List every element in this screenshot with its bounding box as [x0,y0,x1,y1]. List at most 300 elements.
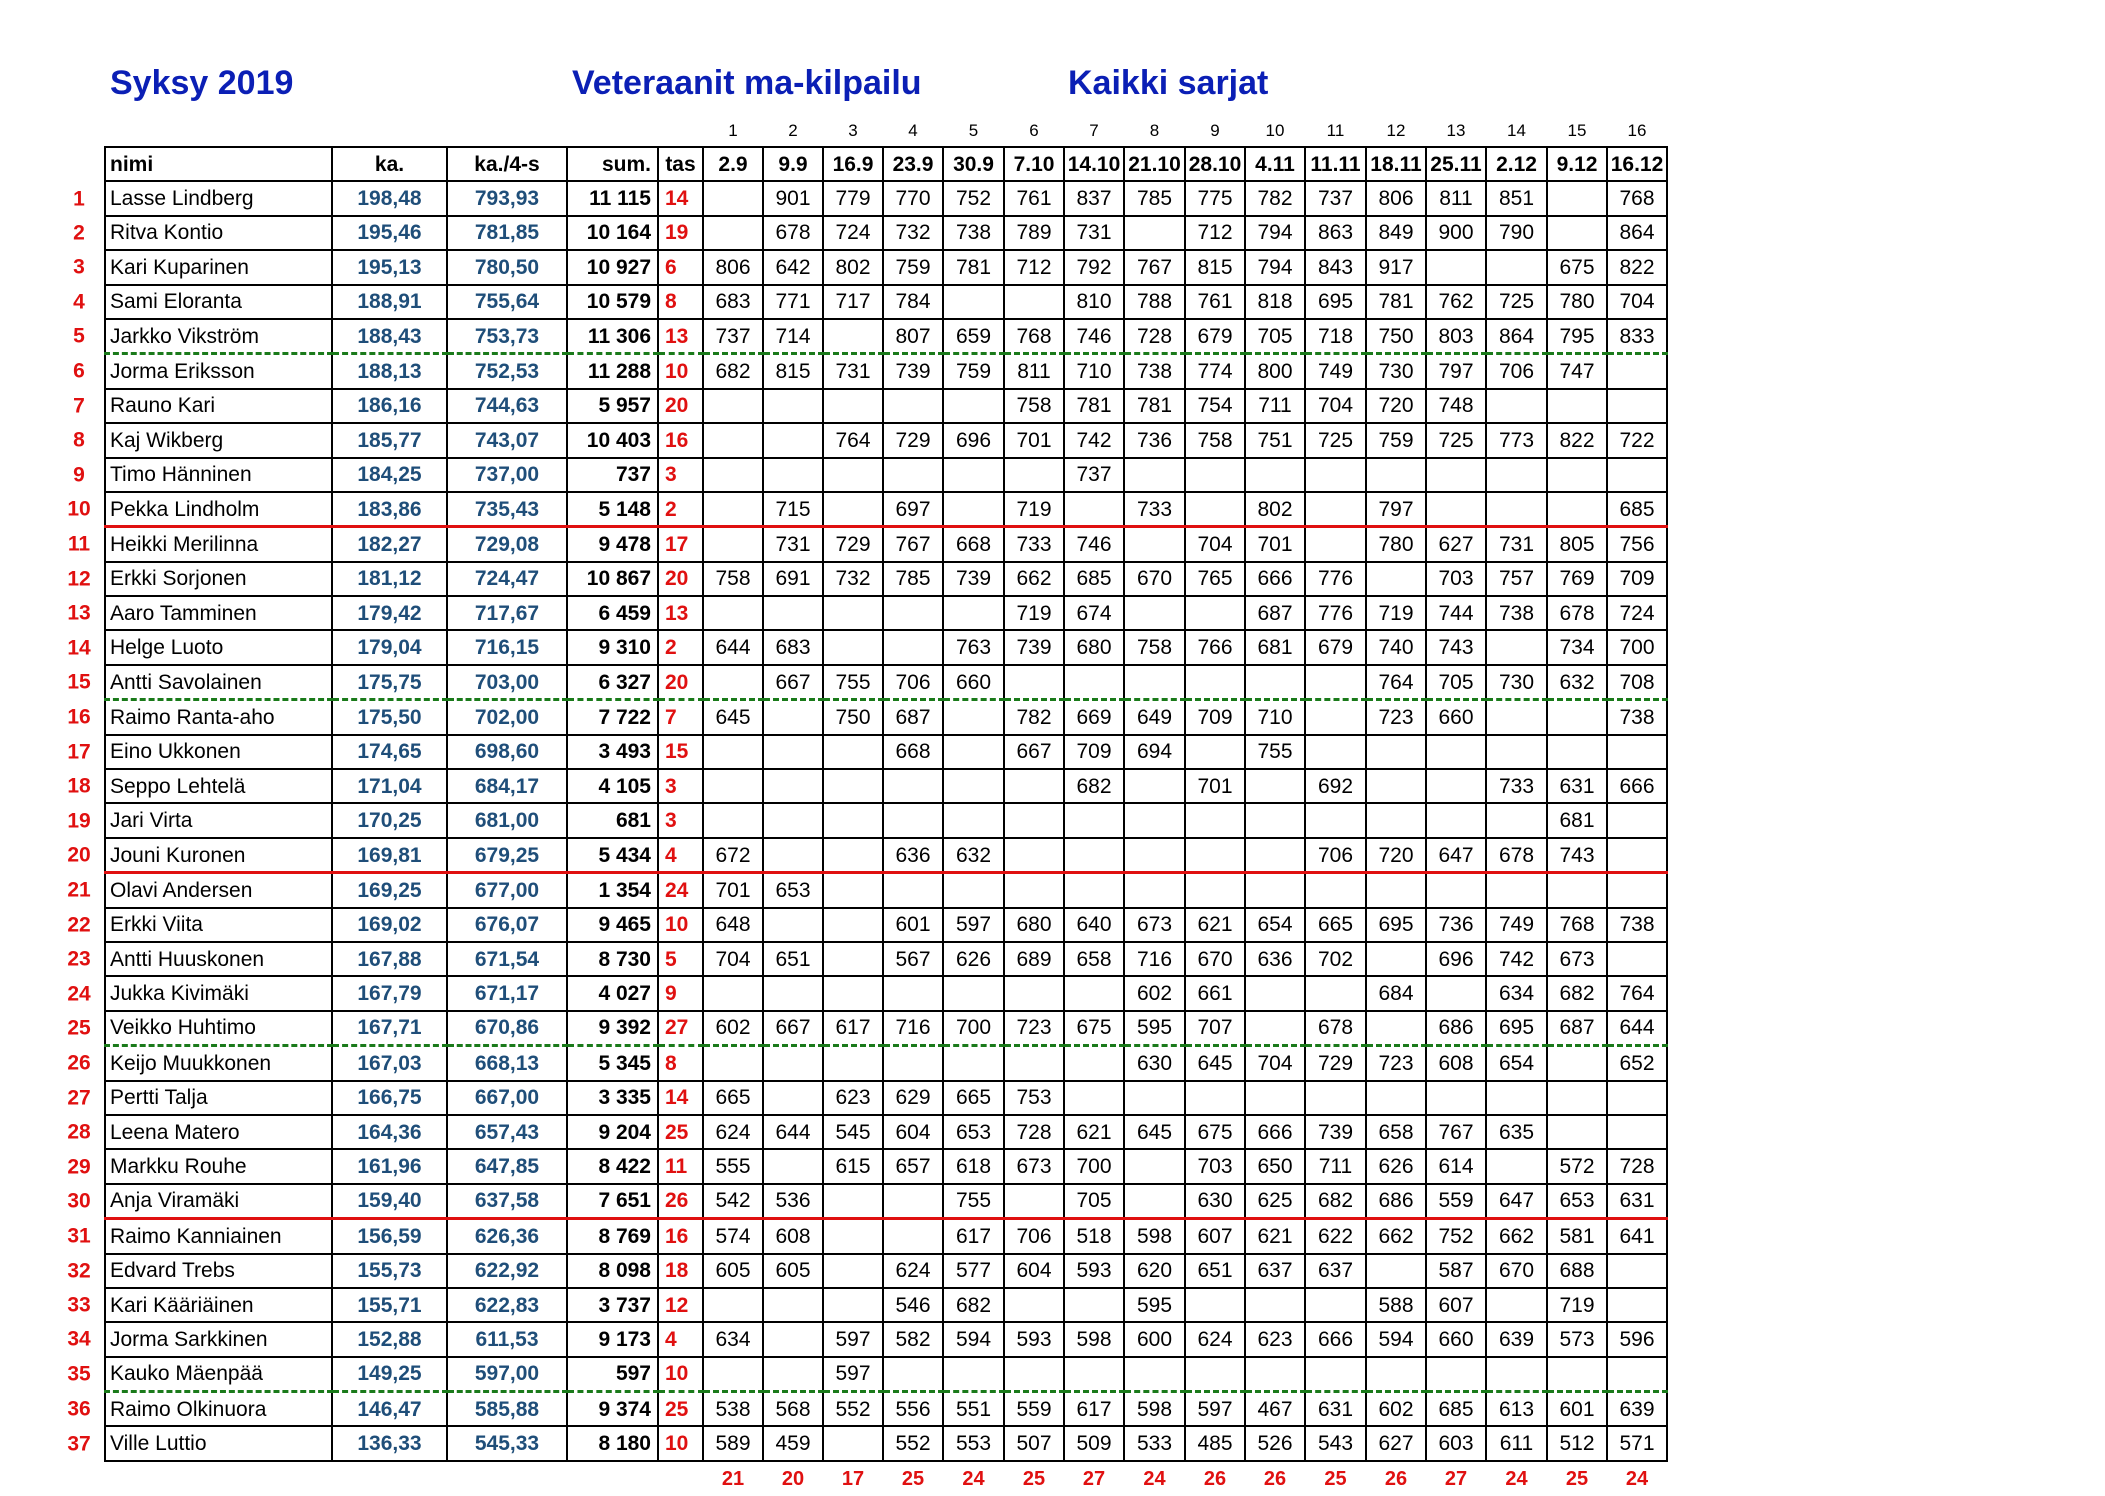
rank-label: 11 [67,532,91,556]
round-number: 6 [1029,120,1039,140]
round-score: 751 [1245,423,1305,457]
round-score: 701 [1185,769,1245,803]
round-score: 746 [1064,527,1124,562]
round-score: 707 [1185,1011,1245,1046]
table-row [104,181,1667,215]
player-name: Pertti Talja [105,1081,332,1115]
round-score: 776 [1305,596,1366,630]
round-score: 701 [703,873,763,908]
average-score: 171,04 [332,769,447,803]
rank-number [67,908,105,942]
round-score: 507 [1004,1426,1064,1460]
average-score: 169,02 [332,908,447,942]
table-row [104,1322,1667,1356]
spacer-cell [332,114,447,147]
round-score [1124,1357,1185,1392]
average-4-series: 671,17 [447,976,567,1010]
round-score: 542 [703,1184,763,1219]
round-score: 665 [1305,908,1366,942]
average-4-series: 667,00 [447,1081,567,1115]
round-score [1185,458,1245,492]
spacer-cell [567,114,658,147]
rank-label: 16 [67,705,91,729]
round-score [1305,527,1366,562]
round-score: 594 [943,1322,1004,1356]
round-score: 764 [823,423,883,457]
handicap: 16 [658,423,703,457]
round-score: 725 [1486,285,1547,319]
round-score: 673 [1547,942,1607,976]
round-score: 782 [1004,700,1064,735]
round-score: 467 [1245,1392,1305,1427]
round-score [883,1357,943,1392]
round-score: 600 [1124,1322,1185,1356]
average-4-series: 703,00 [447,665,567,700]
table-row [104,908,1667,942]
round-score: 795 [1547,319,1607,354]
round-score [1486,1081,1547,1115]
round-score [1245,1288,1305,1322]
rank-number [73,458,105,492]
player-name: Anja Viramäki [105,1184,332,1219]
average-score: 169,81 [332,838,447,873]
total-sum: 4 027 [567,976,658,1010]
round-score: 719 [1004,596,1064,630]
round-score [763,838,823,873]
round-score: 640 [1064,908,1124,942]
round-score [1064,803,1124,837]
round-score: 595 [1124,1288,1185,1322]
player-name: Jorma Sarkkinen [105,1322,332,1356]
player-name: Timo Hänninen [105,458,332,492]
round-score: 864 [1607,216,1667,250]
round-score [1547,1081,1607,1115]
round-score [883,596,943,630]
round-score: 746 [1064,319,1124,354]
round-score: 645 [1124,1115,1185,1149]
round-score: 682 [703,354,763,389]
rank-label: 1 [73,187,85,211]
rank-number [67,1254,105,1288]
round-number: 11 [1326,120,1345,140]
round-score [1366,562,1426,596]
round-score [1124,527,1185,562]
date-header: 21.10 [1124,147,1185,181]
rank-header [104,147,105,181]
round-score: 672 [703,838,763,873]
date-header: 4.11 [1245,147,1305,181]
round-participant-count: 24 [1505,1467,1528,1490]
rank-number [67,735,105,769]
round-score: 730 [1366,354,1426,389]
table-row [104,1081,1667,1115]
date-header: 11.11 [1305,147,1366,181]
round-score: 682 [943,1288,1004,1322]
player-name: Kaj Wikberg [105,423,332,457]
round-score [1245,873,1305,908]
total-sum: 8 422 [567,1149,658,1183]
total-sum: 1 354 [567,873,658,908]
round-score: 747 [1547,354,1607,389]
round-score [1185,1357,1245,1392]
rank-number [67,527,105,562]
round-score [1124,873,1185,908]
round-score: 709 [1607,562,1667,596]
round-score: 733 [1124,492,1185,527]
round-participant-count: 24 [1143,1467,1166,1490]
total-sum: 10 867 [567,562,658,596]
round-score [1366,1011,1426,1046]
round-score: 803 [1426,319,1486,354]
round-score [1064,1046,1124,1081]
round-score [1064,1357,1124,1392]
handicap: 4 [658,838,703,873]
average-score: 188,13 [332,354,447,389]
round-score: 758 [1185,423,1245,457]
average-4-series-header: ka./4-s [447,147,567,181]
date-header: 23.9 [883,147,943,181]
round-score: 597 [1185,1392,1245,1427]
round-score [1486,1357,1547,1392]
round-score: 797 [1366,492,1426,527]
round-score: 597 [823,1322,883,1356]
rank-label: 22 [67,913,91,937]
table-row [104,630,1667,664]
round-score: 602 [1366,1392,1426,1427]
round-score: 779 [823,181,883,215]
round-score [1426,1357,1486,1392]
total-sum: 7 651 [567,1184,658,1219]
round-score: 551 [943,1392,1004,1427]
round-score: 588 [1366,1288,1426,1322]
round-score [1185,1081,1245,1115]
average-4-series: 743,07 [447,423,567,457]
round-score [1004,838,1064,873]
round-score: 759 [943,354,1004,389]
player-name: Veikko Huhtimo [105,1011,332,1046]
round-score: 536 [763,1184,823,1219]
handicap: 2 [658,630,703,664]
round-number: 3 [848,120,858,140]
table-row [104,1219,1667,1254]
round-score: 701 [1245,527,1305,562]
round-score [1607,1254,1667,1288]
average-4-series: 597,00 [447,1357,567,1392]
player-name: Kari Kääriäinen [105,1288,332,1322]
handicap: 27 [658,1011,703,1046]
round-score: 750 [823,700,883,735]
spacer-cell [567,1461,658,1496]
spacer-cell [104,1461,105,1496]
rank-number [67,1115,105,1149]
round-participant-count: 25 [901,1467,925,1490]
round-score [763,458,823,492]
average-4-series: 626,36 [447,1219,567,1254]
round-score: 759 [1366,423,1426,457]
round-score [1426,250,1486,284]
round-score: 700 [1607,630,1667,664]
date-header: 16.12 [1607,147,1667,181]
handicap: 2 [658,492,703,527]
round-score: 811 [1426,181,1486,215]
average-4-series: 668,13 [447,1046,567,1081]
handicap: 10 [658,908,703,942]
player-name: Aaro Tamminen [105,596,332,630]
round-score [1366,458,1426,492]
round-number: 13 [1446,120,1466,140]
average-4-series: 781,85 [447,216,567,250]
round-score: 675 [1185,1115,1245,1149]
rank-label: 36 [67,1397,91,1421]
round-score: 720 [1366,838,1426,873]
handicap: 3 [658,458,703,492]
handicap: 25 [658,1115,703,1149]
round-score [883,769,943,803]
round-score: 637 [1305,1254,1366,1288]
round-score: 657 [883,1149,943,1183]
round-score [823,1046,883,1081]
round-participant-count: 27 [1082,1467,1106,1490]
round-score: 710 [1245,700,1305,735]
round-score: 607 [1185,1219,1245,1254]
table-row [104,354,1667,389]
round-score [763,1149,823,1183]
round-score: 662 [1486,1219,1547,1254]
round-score [1426,803,1486,837]
round-score: 577 [943,1254,1004,1288]
round-score: 706 [1004,1219,1064,1254]
rank-label: 34 [67,1327,91,1351]
average-4-series: 637,58 [447,1184,567,1219]
average-score: 182,27 [332,527,447,562]
round-score: 737 [1305,181,1366,215]
average-4-series: 622,92 [447,1254,567,1288]
average-score: 185,77 [332,423,447,457]
round-score: 660 [1426,1322,1486,1356]
round-score: 666 [1305,1322,1366,1356]
rank-number [73,354,105,389]
table-row [104,423,1667,457]
round-score: 678 [1486,838,1547,873]
round-score: 679 [1305,630,1366,664]
average-4-series: 753,73 [447,319,567,354]
round-number-row [104,114,1667,147]
round-score [1607,735,1667,769]
handicap: 15 [658,735,703,769]
round-score: 686 [1426,1011,1486,1046]
table-row [104,1357,1667,1392]
round-score: 767 [1426,1115,1486,1149]
round-score: 682 [1064,769,1124,803]
round-score: 725 [1305,423,1366,457]
round-score [1547,1357,1607,1392]
round-score: 851 [1486,181,1547,215]
average-score: 146,47 [332,1392,447,1427]
round-score: 784 [883,285,943,319]
round-score [1366,942,1426,976]
player-name: Keijo Muukkonen [105,1046,332,1081]
average-score: 167,79 [332,976,447,1010]
round-score: 601 [1547,1392,1607,1427]
rank-label: 3 [73,255,85,279]
round-score: 639 [1486,1322,1547,1356]
round-score: 670 [1124,562,1185,596]
average-4-series: 657,43 [447,1115,567,1149]
round-score [1547,492,1607,527]
round-score: 716 [1124,942,1185,976]
round-score [1547,735,1607,769]
table-row [104,976,1667,1010]
round-score: 720 [1366,389,1426,423]
handicap: 9 [658,976,703,1010]
round-score: 543 [1305,1426,1366,1460]
round-score: 596 [1607,1322,1667,1356]
handicap: 19 [658,216,703,250]
round-score: 553 [943,1426,1004,1460]
round-score: 729 [823,527,883,562]
round-score: 687 [1245,596,1305,630]
round-score [1607,838,1667,873]
round-score: 634 [1486,976,1547,1010]
round-score: 781 [1064,389,1124,423]
round-score: 665 [943,1081,1004,1115]
rank-number [67,803,105,837]
round-score: 705 [1064,1184,1124,1219]
round-score: 680 [1004,908,1064,942]
round-score [703,181,763,215]
spacer-cell [104,114,105,147]
round-score: 843 [1305,250,1366,284]
table-row [104,769,1667,803]
round-score: 692 [1305,769,1366,803]
round-score: 864 [1486,319,1547,354]
round-score [1245,838,1305,873]
average-score: 174,65 [332,735,447,769]
round-score: 629 [883,1081,943,1115]
round-score [823,458,883,492]
round-score [1305,700,1366,735]
round-score: 917 [1366,250,1426,284]
round-score [1124,838,1185,873]
round-score: 667 [763,1011,823,1046]
rank-label: 9 [73,463,85,487]
spacer-cell [105,1461,332,1496]
spacer-cell [658,1461,703,1496]
total-sum: 11 306 [567,319,658,354]
round-score [883,803,943,837]
round-score [1607,942,1667,976]
round-score [1245,458,1305,492]
round-score: 708 [1607,665,1667,700]
round-score [823,630,883,664]
round-participant-count: 24 [1625,1467,1649,1490]
round-score: 794 [1245,250,1305,284]
rank-label: 37 [67,1432,91,1456]
round-participant-count: 25 [1324,1467,1347,1490]
table-row [104,803,1667,837]
round-score: 695 [1366,908,1426,942]
round-score: 598 [1064,1322,1124,1356]
handicap: 10 [658,1426,703,1460]
round-score [1486,1149,1547,1183]
round-score [1185,492,1245,527]
round-score: 704 [1245,1046,1305,1081]
round-score: 637 [1245,1254,1305,1288]
round-score: 670 [1185,942,1245,976]
round-score [763,1288,823,1322]
round-score: 749 [1486,908,1547,942]
round-score [883,1046,943,1081]
rank-label: 12 [67,567,91,591]
round-score: 630 [1124,1046,1185,1081]
round-score [943,769,1004,803]
round-score: 642 [763,250,823,284]
round-score: 704 [1607,285,1667,319]
rank-number [73,216,105,250]
average-4-series: 671,54 [447,942,567,976]
participant-count-row [104,1461,1667,1496]
rank-label: 5 [73,324,85,348]
average-4-series: 735,43 [447,492,567,527]
player-name: Lasse Lindberg [105,181,332,215]
round-score: 682 [1547,976,1607,1010]
round-score: 767 [883,527,943,562]
round-participant-count: 26 [1263,1467,1287,1490]
round-score: 729 [1305,1046,1366,1081]
round-score: 703 [1426,562,1486,596]
round-score: 775 [1185,181,1245,215]
round-score: 459 [763,1426,823,1460]
round-score: 634 [703,1322,763,1356]
round-score: 738 [1486,596,1547,630]
results-table [67,114,1668,1496]
round-score: 559 [1004,1392,1064,1427]
round-score: 538 [703,1392,763,1427]
round-score: 712 [1185,216,1245,250]
round-participant-count: 24 [962,1467,985,1490]
round-score: 732 [823,562,883,596]
round-score: 725 [1426,423,1486,457]
round-score: 627 [1426,527,1486,562]
round-score: 766 [1185,630,1245,664]
round-score [943,976,1004,1010]
total-sum: 7 722 [567,700,658,735]
round-score: 568 [763,1392,823,1427]
round-score: 675 [1547,250,1607,284]
sum-header: sum. [567,147,658,181]
round-score [1004,1046,1064,1081]
average-4-series: 611,53 [447,1322,567,1356]
round-score: 665 [703,1081,763,1115]
average-score: 169,25 [332,873,447,908]
round-score [823,942,883,976]
rank-number [67,562,105,596]
round-score: 768 [1547,908,1607,942]
round-score: 782 [1245,181,1305,215]
player-name: Jorma Eriksson [105,354,332,389]
round-score: 681 [1245,630,1305,664]
rank-label: 20 [67,843,91,867]
average-score: 181,12 [332,562,447,596]
round-score: 603 [1426,1426,1486,1460]
rank-number [67,769,105,803]
total-sum: 4 105 [567,769,658,803]
round-score [1305,665,1366,700]
round-score: 595 [1124,1011,1185,1046]
round-score [1547,181,1607,215]
total-sum: 10 403 [567,423,658,457]
round-score: 668 [883,735,943,769]
